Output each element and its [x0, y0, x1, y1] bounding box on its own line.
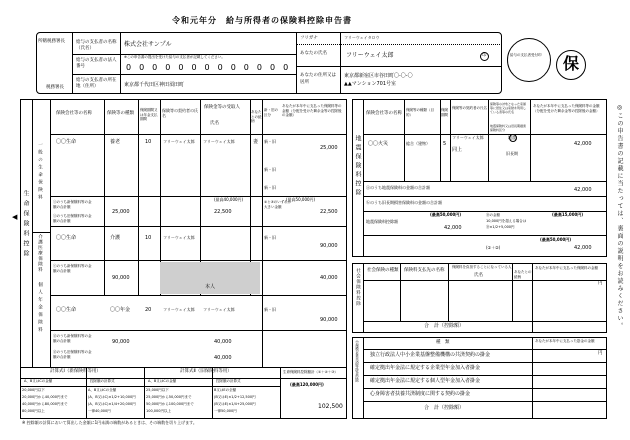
life-row3-amount[interactable]: 90,000 [320, 317, 338, 323]
life-row1-company[interactable]: 〇〇生命 [56, 139, 77, 145]
quake-max-50k: (最高50,000円) [430, 212, 462, 217]
pension-calc2[interactable]: 40,000 [214, 355, 232, 361]
life-row-b-new-old: 新・旧 [264, 185, 276, 190]
life-row3-recipient[interactable]: フリーウェイ太郎 [203, 307, 235, 312]
quake-col-type: 保険等の種類（目的） [406, 108, 434, 117]
quake-col-period: 保険期間 [441, 108, 448, 117]
small-section-label: 小規模企業共済等掛金控除 [355, 340, 360, 382]
your-name-value[interactable]: フリーウェイ太郎 [346, 52, 394, 59]
quake-contractor[interactable]: フリーウェイ太郎 [452, 135, 484, 140]
life-sum-label: ②と③のいずれか大きい金額 [264, 200, 292, 209]
small-item-1: 独立行政法人中小企業基盤整備機構の共済契約の掛金 [370, 352, 491, 358]
life-row2-amount[interactable]: 90,000 [320, 243, 338, 249]
calc2-r2a: 25,000円から50,000円まで [146, 395, 192, 399]
pension-sub2-label: ⓓのうち旧保険料等の金額の合計額 [53, 350, 92, 359]
life-note: ※ 控除額の計算において算出した金額に1円未満の端数があるときは、その端数を切り上げます。 [22, 420, 197, 425]
life-row3-period[interactable]: 20 [145, 307, 152, 313]
calc-col-b: 控除額の計算式 [90, 379, 115, 383]
life-row3-type[interactable]: 〇〇年金 [110, 307, 131, 313]
life-row2-period[interactable]: 10 [145, 235, 152, 241]
payer-address-label: 給与の支払者の所在地（住所） [76, 78, 117, 89]
social-col-person: 保険料を負担することになっている人 [452, 265, 512, 269]
life-col-contractor: 保険等の契約者の氏名 [162, 108, 198, 118]
seal-mark: 印 [482, 53, 487, 58]
small-item-3: 確定拠出年金法に規定する個人型年金加入者掛金 [370, 378, 481, 384]
calc1-r2b: (A、B又はC)×1/2+10,000円 [88, 395, 136, 399]
small-total-label: 合 計（控除額） [424, 405, 465, 411]
side-note: ◎この申告書の記載に当たっては、裏面の説明をお読みください。 [616, 104, 623, 330]
page-title: 令和元年分 給与所得者の保険料控除申告書 [172, 16, 352, 25]
life-row2-kubun[interactable]: 新・旧 [264, 235, 276, 240]
quake-kubun-old[interactable]: 旧長期 [506, 151, 518, 156]
calc2-r4b: 一律50,000円 [214, 409, 237, 413]
quake-col-contractor: 保険等の契約者の氏名 [452, 106, 487, 110]
life-calc-b[interactable]: 22,500 [320, 209, 338, 215]
calc2-r1a: 25,000円以下 [146, 388, 169, 392]
life-row3-contractor[interactable]: フリーウェイ太郎 [163, 307, 195, 312]
social-col-type: 社会保険の種類 [367, 268, 399, 273]
life-row3-relation[interactable]: 本人 [205, 284, 216, 290]
calc2-r4a: 100,000円以上 [146, 409, 171, 413]
life-col-new-old: 新・旧の区分 [264, 108, 278, 117]
life-total[interactable]: 102,500 [318, 403, 343, 410]
social-yen: 円 [598, 281, 603, 286]
quake-sub-b-label: ⓑのうち旧長期損害保険料の金額の合計額 [366, 200, 442, 205]
general-label: 一般の生命保険料 [37, 142, 43, 202]
social-col-amount: あなたが本年中に支払った保険料の金額 [535, 266, 598, 270]
life-total-label: 生命保険料控除額計（①＋②＋③） [283, 370, 338, 374]
life-sub-a[interactable]: 25,000 [112, 209, 130, 215]
life-col-company: 保険会社等の名称 [56, 111, 92, 116]
life-row1-type[interactable]: 養老 [110, 139, 121, 145]
left-arrow: ◀ [12, 213, 18, 221]
life-row1-kubun[interactable]: 新・旧 [264, 139, 276, 144]
quake-total-max: (最高50,000円) [540, 237, 572, 242]
quake-insured[interactable]: 同上 [452, 147, 463, 153]
payer-number-label: 給与の支払者の法人番号 [76, 58, 117, 69]
social-section-label: 社会保険料控除 [355, 268, 361, 307]
quake-sub-a[interactable]: 42,000 [574, 187, 592, 193]
calc2-r1b: B又はEの全額 [214, 388, 237, 392]
quake-kubun-quake[interactable]: 地震 [508, 135, 516, 140]
care-sub-label: ⓒのうち新保険料等の金額の合計額 [53, 264, 92, 273]
social-col-relation: あなたとの続柄 [514, 270, 532, 279]
quake-section-label: 地震保険料控除 [354, 135, 361, 198]
calc2-r3a: 50,000円から100,000円まで [146, 402, 194, 406]
life-row1-contractor[interactable]: フリーウェイ太郎 [163, 139, 195, 144]
life-section-label: 生命保険料控除 [22, 190, 29, 260]
quake-deduct-label: 地震保険料控除額 [366, 219, 398, 224]
quake-col-amount: あなたが本年中に支払った保険料等の金額（分配を受けた剰余金等の控除後の金額） [533, 104, 600, 113]
quake-calc-b2: 10,000円を超える場合は [486, 219, 527, 223]
stamp-circle [507, 38, 551, 82]
quake-col-kubun: 地震保険料又は旧長期損害保険料区分 [490, 124, 527, 132]
life-total-max: (最高120,000円) [290, 382, 324, 387]
quake-col-insured: 保険等の対象となった家屋等に居住又は家財を利用している者等の氏名 [490, 102, 527, 114]
calc2-r2b: (B又はE)×1/2+12,500円 [214, 395, 256, 399]
your-address-label: あなたの住所又は居所 [300, 73, 336, 85]
social-col-name: 氏名 [474, 273, 483, 278]
furigana-value[interactable]: フリーウェイタロウ [344, 35, 380, 40]
pension-label: 個人年金保険料 [37, 282, 43, 335]
quake-total[interactable]: 42,000 [574, 245, 592, 251]
life-row2-company[interactable]: 〇〇生命 [56, 235, 77, 241]
furigana-label: フリガナ [300, 36, 318, 41]
small-col-amount: あなたが本年中に支払った掛金の金額 [535, 339, 595, 343]
small-item-4: 心身障害者扶養共済制度に関する契約の掛金 [370, 391, 471, 397]
calc1-r3a: 40,000円から80,000円まで [22, 402, 68, 406]
calc-h2: 計算式Ⅱ（旧保険料等用） [180, 369, 232, 374]
life-row2-type[interactable]: 介護 [110, 235, 121, 241]
pension-sub-label: ⓓのうち新保険料等の金額の合計額 [53, 334, 92, 343]
calc-col-a: A、B又はCの金額 [24, 379, 53, 383]
calc1-r3b: (A、B又はC)×1/4+20,000円 [88, 402, 136, 406]
tax-office-suffix: 税務署長 [46, 85, 64, 90]
life-row1-amount[interactable]: 25,000 [320, 145, 338, 151]
life-row1-period[interactable]: 10 [145, 139, 152, 145]
life-col-recipient: 保険金等の受取人 [204, 105, 240, 110]
care-calc[interactable]: 40,000 [320, 275, 338, 281]
life-col-period: 保険期間又は年金支払期間 [140, 108, 158, 121]
quake-sub-a-label: ⓐのうち地震保険料の金額の合計額 [366, 185, 430, 190]
quake-max-15k: (最高15,000円) [552, 212, 584, 217]
calc1-r4b: 一律40,000円 [88, 409, 111, 413]
life-col-recipient-name: 氏名 [210, 121, 219, 126]
calc-h1: 計算式Ⅰ（新保険料等用） [50, 369, 101, 374]
calc-col-a2: A、B又はCの金額 [148, 379, 177, 383]
calc-col-b2: 控除額の計算式 [216, 379, 241, 383]
social-total-label: 合 計（控除額） [424, 323, 465, 329]
life-row-a-new-old: 新・旧 [264, 167, 276, 172]
quake-period[interactable]: 5 [443, 141, 447, 147]
quake-calc-a[interactable]: 42,000 [444, 225, 462, 231]
payer-name-label: 給与の支払者の名称（氏名） [76, 40, 117, 51]
calc1-r4a: 80,000円以上 [22, 409, 45, 413]
payer-number-note: ※この申告書の提出を受けた給与の支払者が記載してください。 [124, 55, 225, 59]
quake-type[interactable]: 総合（建物） [406, 141, 430, 146]
life-col-amount: あなたが本年中に支払った保険料等の金額（分配を受けた剰余金等の控除後の金額） [282, 104, 342, 117]
care-label: 介護医療保険料 [37, 234, 43, 273]
social-col-payee: 保険料支払先の名称 [404, 268, 445, 273]
life-col-relation: あなたとの続柄 [251, 110, 262, 123]
quake-col-company: 保険会社等の名称 [366, 111, 402, 116]
small-item-2: 確定拠出年金法に規定する企業型年金加入者掛金 [370, 365, 481, 371]
life-row3-company[interactable]: 〇〇生命 [56, 307, 77, 313]
stamp-char: 保 [563, 54, 580, 73]
life-max-50k: (最高50,000円) [286, 197, 316, 202]
quake-section [352, 99, 607, 257]
calc1-r2a: 20,000円から40,000円まで [22, 395, 68, 399]
life-row1-relation[interactable]: 妻 [253, 139, 259, 145]
payer-name-value[interactable]: 株式会社サンプル [124, 41, 172, 48]
quake-calc-b-text: Ⓑの金額 [486, 213, 500, 217]
quake-total-label: (①＋②) [486, 245, 501, 250]
pension-calc[interactable]: 40,000 [214, 339, 232, 345]
your-address-line2[interactable]: ▲▲マンション701号室 [344, 81, 397, 87]
quake-calc-b3: Ⓑ×1/2+5,000円 [486, 225, 515, 229]
life-sub-a-label: ⓐのうち新保険料等の金額の合計額 [53, 200, 92, 209]
calc1-r1a: 20,000円以下 [22, 388, 45, 392]
small-col-type: 種 類 [436, 340, 450, 345]
life-sub-b-label: ⓐのうち旧保険料等の金額の合計額 [53, 214, 92, 223]
tax-office-label: 所轄税務署長 [38, 39, 65, 44]
pension-sub[interactable]: 90,000 [112, 339, 130, 345]
life-row3-kubun[interactable]: 新・旧 [264, 307, 276, 312]
calc1-r1b: A、B又はCの全額 [88, 388, 117, 392]
life-row2-contractor[interactable]: フリーウェイ太郎 [163, 235, 195, 240]
calc2-r3b: (B又はE)×1/4+25,000円 [214, 402, 256, 406]
life-row1-recipient[interactable]: フリーウェイ太郎 [203, 139, 235, 144]
quake-amount[interactable]: 42,000 [574, 141, 592, 147]
payer-address-value[interactable]: 東京都千代田区神田須田町 [124, 82, 185, 88]
your-name-label: あなたの氏名 [300, 51, 327, 56]
payer-number-value[interactable]: 0 0 0 0 0 0 0 0 0 0 0 0 0 [126, 63, 289, 72]
life-calc-a[interactable]: 22,500 [214, 209, 232, 215]
quake-company[interactable]: 〇〇火災 [368, 141, 389, 147]
care-sub[interactable]: 90,000 [112, 275, 130, 281]
your-address-line1[interactable]: 東京都新宿区市谷田町〇-〇-〇 [344, 73, 413, 79]
life-col-type: 保険等の種類 [107, 111, 134, 116]
life-max-40k: (最高40,000円) [214, 197, 244, 202]
small-yen: 円 [598, 351, 603, 356]
stamp-caption: 給与の支払者受付印 [510, 53, 542, 57]
